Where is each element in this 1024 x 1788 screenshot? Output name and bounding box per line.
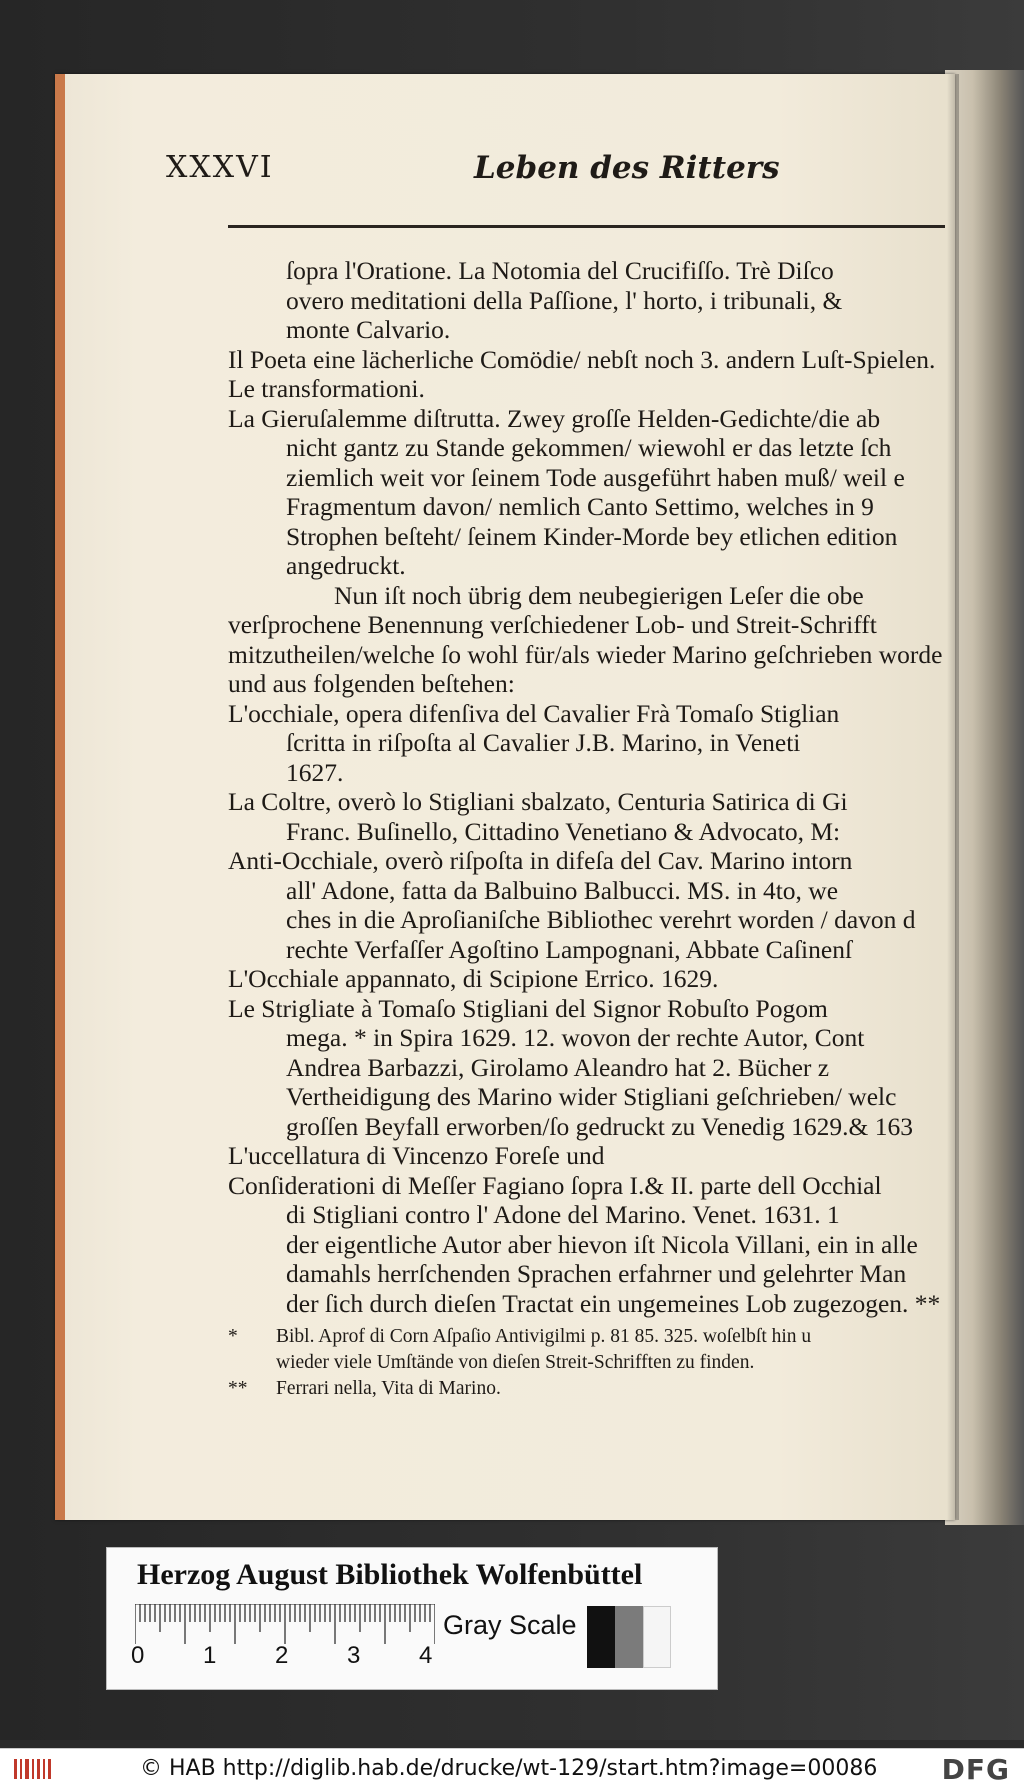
text-line: damahls herrſchenden Sprachen erfahrner und gelehrter Man <box>286 1259 907 1288</box>
text-line: nicht gantz zu Stande gekommen/ wiewohl er das letzte ſch <box>286 433 892 462</box>
text-line: mitzutheilen/welche ſo wohl für/als wieder Marino geſchrieben worde <box>228 639 943 669</box>
header-rule <box>228 225 945 228</box>
text-line: ſopra l'Oratione. La Notomia del Crucifiſſo. Trè Diſco <box>286 256 834 285</box>
text-line: di Stigliani contro l' Adone del Marino. Venet. 1631. 1 <box>286 1200 840 1229</box>
text-line: Le Strigliate à Tomaſo Stigliani del Signor Robuſto Pogom <box>228 993 828 1023</box>
footnote-mark: ** <box>228 1378 248 1399</box>
footnote-text: Bibl. Aprof di Corn Aſpaſio Antivigilmi p. 81 85. 325. woſelbſt hin u <box>276 1326 812 1347</box>
text-line: ſcritta in riſpoſta al Cavalier J.B. Marino, in Veneti <box>286 728 801 757</box>
footnote-line <box>228 1324 973 1350</box>
gray-swatch-black <box>587 1606 615 1668</box>
page-text-block <box>228 256 973 1402</box>
footnote-mark: * <box>228 1326 238 1347</box>
text-line: Fragmentum davon/ nemlich Canto Settimo, welches in 9 <box>286 492 874 521</box>
text-line: rechte Verfaſſer Agoſtino Lampognani, Abbate Caſinenſ <box>286 934 853 964</box>
page-folio: XXXVI <box>166 150 274 185</box>
text-line: Vertheidigung des Marino wider Stigliani geſchrieben/ welc <box>286 1082 897 1111</box>
running-head: Leben des Ritters <box>474 150 780 186</box>
text-line: Le transformationi. <box>228 374 425 403</box>
text-line: ziemlich weit vor ſeinem Tode ausgeführt haben muß/ weil e <box>286 462 905 492</box>
ruler-number-4: 4 <box>419 1642 433 1669</box>
text-line: groſſen Beyfall erworben/ſo gedruckt zu Venedig 1629.& 163 <box>286 1111 913 1141</box>
footnote-line <box>228 1350 973 1376</box>
text-line: ches in die Aproſianiſche Bibliothec verehrt worden / davon d <box>286 905 916 934</box>
footnote-text: Ferrari nella, Vita di Marino. <box>276 1378 501 1399</box>
text-line: La Coltre, overò lo Stigliani sbalzato, Centuria Satirica di Gi <box>228 787 848 816</box>
text-line: Il Poeta eine lächerliche Comödie/ nebſt noch 3. andern Luſt-Spielen. <box>228 344 936 374</box>
text-line: Anti-Occhiale, overò riſpoſta in difeſa del Cav. Marino intorn <box>228 846 853 875</box>
text-line: Nun iſt noch übrig dem neubegierigen Leſer die obe <box>334 580 864 610</box>
text-line: Andrea Barbazzi, Girolamo Aleandro hat 2. Bücher z <box>286 1052 830 1082</box>
chart-title: Herzog August Bibliothek Wolfenbüttel <box>137 1558 643 1591</box>
text-line: der ſich durch dieſen Tractat ein ungemeines Lob zugezogen. ** <box>286 1288 941 1318</box>
text-line: La Gieruſalemme diſtrutta. Zwey groſſe Helden-Gedichte/die ab <box>228 403 881 433</box>
footer-source-link[interactable]: © HAB http://diglib.hab.de/drucke/wt-129/start.htm?image=00086 <box>140 1756 878 1781</box>
ruler-number-1: 1 <box>203 1642 217 1669</box>
ruler-number-2: 2 <box>275 1642 289 1669</box>
text-line: Franc. Buſinello, Cittadino Venetiano & Advocato, M: <box>286 816 841 846</box>
text-line: 1627. <box>286 757 344 787</box>
text-line: L'uccellatura di Vincenzo Foreſe und <box>228 1141 605 1170</box>
text-line: monte Calvario. <box>286 315 451 344</box>
text-line: und aus folgenden beſtehen: <box>228 669 515 698</box>
text-line: overo meditationi della Paſſione, l' horto, i tribunali, & <box>286 285 843 315</box>
text-line: verſprochene Benennung verſchiedener Lob- und Streit-Schrifft <box>228 610 877 639</box>
footnote-line <box>228 1376 973 1402</box>
text-line: L'Occhiale appannato, di Scipione Errico. 1629. <box>228 964 719 993</box>
footnote-text: wieder viele Umſtände von dieſen Streit-Schrifften zu finden. <box>276 1352 755 1373</box>
color-calibration-chart <box>106 1547 718 1690</box>
gray-scale-label: Gray Scale <box>443 1610 577 1640</box>
ruler-number-3: 3 <box>347 1642 361 1669</box>
dfg-logo: DFG <box>941 1753 1010 1786</box>
gray-swatch-mid <box>615 1606 643 1668</box>
hab-barcode-logo-icon <box>14 1757 52 1781</box>
text-line: der eigentliche Autor aber hievon iſt Nicola Villani, ein in alle <box>286 1229 918 1259</box>
text-line: Conſiderationi di Meſſer Fagiano ſopra I.& II. parte dell Occhial <box>228 1170 882 1200</box>
ruler-number-0: 0 <box>131 1642 145 1669</box>
text-line: mega. * in Spira 1629. 12. wovon der rechte Autor, Cont <box>286 1023 865 1052</box>
text-line: L'occhiale, opera difenſiva del Cavalier Frà Tomaſo Stiglian <box>228 698 840 728</box>
footer-bar <box>0 1748 1024 1788</box>
text-line: all' Adone, fatta da Balbuino Balbucci. MS. in 4to, we <box>286 875 839 905</box>
text-line: Strophen beſteht/ ſeinem Kinder-Morde bey etlichen edition <box>286 521 898 551</box>
text-line: angedruckt. <box>286 551 406 580</box>
gray-swatch-white <box>643 1606 671 1668</box>
